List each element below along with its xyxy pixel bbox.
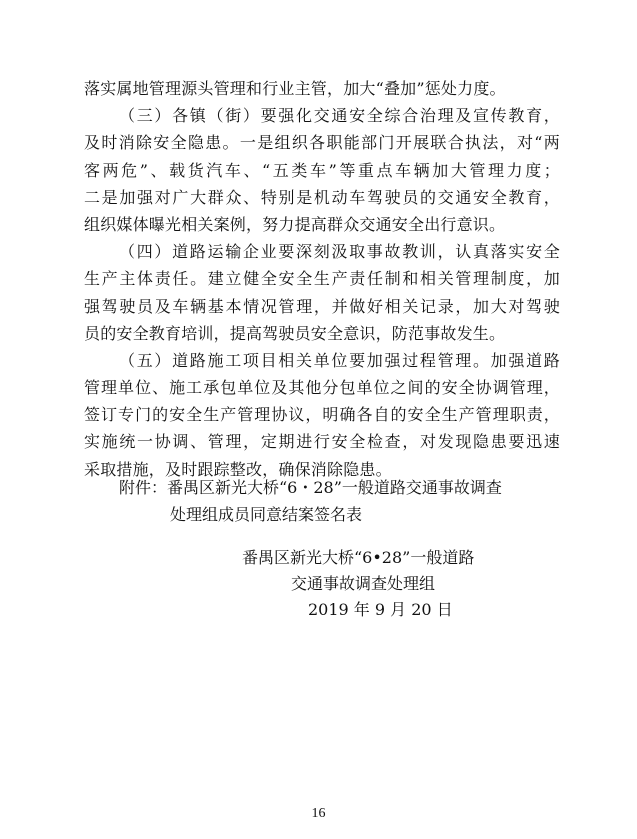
- attachment-line: 附件：番禺区新光大桥“6・28”一般道路交通事故调查: [119, 478, 502, 497]
- text-line: 采取措施，及时跟踪整改，确保消除隐患。: [84, 459, 392, 479]
- text-line: 二是加强对广大群众、特别是机动车驾驶员的交通安全教育，: [84, 187, 560, 207]
- text-line: （四）道路运输企业要深刻汲取事故教训，认真落实安全: [119, 242, 560, 262]
- text-line: 实施统一协调、管理，定期进行安全检查，对发现隐患要迅速: [84, 432, 560, 452]
- text-line: 落实属地管理源头管理和行业主管，加大“叠加”惩处力度。: [84, 79, 506, 98]
- signature-org-line: 番禺区新光大桥“6•28”一般道路: [242, 548, 475, 567]
- body-text: [84, 75, 560, 483]
- text-line: 及时消除安全隐患。一是组织各职能部门开展联合执法，对“两: [84, 133, 560, 153]
- attachment-note: [119, 474, 502, 528]
- text-line: 管理单位、施工承包单位及其他分包单位之间的安全协调管理，: [84, 378, 560, 398]
- signature-org-line: 交通事故调查处理组: [291, 574, 436, 593]
- text-line: 强驾驶员及车辆基本情况管理，并做好相关记录，加大对驾驶: [84, 296, 560, 316]
- text-line: 组织媒体曝光相关案例，努力提高群众交通安全出行意识。: [84, 214, 506, 234]
- text-line: （五）道路施工项目相关单位要加强过程管理。加强道路: [119, 350, 560, 370]
- text-line: 员的安全教育培训，提高驾驶员安全意识，防范事故发生。: [84, 323, 506, 343]
- signature-date: 2019 年 9 月 20 日: [308, 600, 453, 619]
- signature-block: [230, 545, 530, 623]
- text-line: 客两危”、载货汽车、“五类车”等重点车辆加大管理力度；: [84, 160, 560, 180]
- text-line: （三）各镇（街）要强化交通安全综合治理及宣传教育，: [119, 106, 560, 126]
- text-line: 签订专门的安全生产管理协议，明确各自的安全生产管理职责，: [84, 405, 560, 425]
- page-number: 16: [311, 806, 326, 821]
- attachment-line: 处理组成员同意结案签名表: [170, 505, 363, 524]
- text-line: 生产主体责任。建立健全安全生产责任制和相关管理制度，加: [84, 269, 560, 289]
